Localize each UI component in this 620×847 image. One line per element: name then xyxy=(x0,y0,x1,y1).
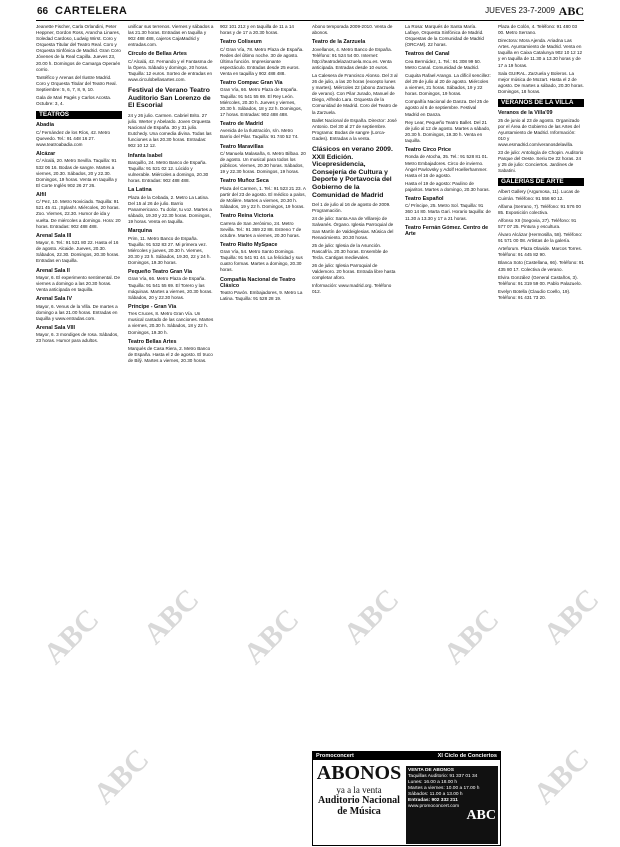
listing-column-3 xyxy=(220,24,306,844)
venue-title: Teatro Circo Price xyxy=(405,147,452,153)
listing-text: Abono temporada 2009-2010. Venta de abonos. xyxy=(312,24,393,36)
section-bar: TEATROS xyxy=(36,111,122,119)
venue-title: Alfil xyxy=(36,191,47,198)
venue-title: Arenal Sala II xyxy=(36,267,70,274)
listing-text: Cea Bermúdez, 1. Tel.: 91 308 99 50. Metro Canal. Comunidad de Madrid. xyxy=(405,58,482,70)
watermark: ABC xyxy=(437,602,506,671)
venue-title: Marquina xyxy=(128,228,152,235)
listing-text: La Rosa: Marqués de Santa María. Lafaye, Orquesta Sinfónica de Madrid. Orquestas de la Comunidad de Madrid (ORCAM). 22 horas. xyxy=(405,24,484,48)
listing-text: Alfonso XII (Segovia, 27). Teléfono: 91 577 07 25. Pintura y escultura. xyxy=(498,217,577,229)
listing-text: Mayor, 6. Tel.: 91 521 80 22. Hasta el 16 de agosto. Alcaide. Jueves, 20.30. Sábados, 22.30. Domingos, 20.30 horas. Entradas en taquilla. xyxy=(36,240,120,264)
listing-text: Jeanette Fischer, Carla Orlandini, Peter Heppner, Gordon Ross, Arancha Linares, Soledad Cardoso, Ludwig Wirst. Coro y Orquesta Titular del Teatro Real. Coro y Orquesta Sinfónica de Madrid. Gran Coro Jóvenes de la Real Capilla. Jueves 23, 20.00 h. Domingos de Camarga Operaén corrio. xyxy=(36,24,121,72)
venue-title: Abadía xyxy=(36,122,54,129)
ad-sales-web: www.promoconcert.com xyxy=(408,804,460,809)
venue-title: Arenal Sala IV xyxy=(36,296,72,303)
listing-text: Mayor, 6. El experimento sentimental. De viernes a domingo a las 20.30 horas. Venta anticipada en taquilla. xyxy=(36,274,121,293)
listing-text: 23 de julio: Antología de Chopin. Auditorio Parque del Oeste. Seriu De 22 horas. 24 y 25 de julio: Conciertos. Jardines de Sabatini. xyxy=(498,150,584,174)
listing-text: Gran Vía, 66. Metro Plaza de España. Taquilla: 91 541 55 69. El Torero y las máquinas. Martes a viernes, 20.30 horas. Sábados, 20 y 22.30 horas. xyxy=(128,276,213,300)
feature-title: Festival de Verano Teatro Auditorio San Lorenzo de El Escorial xyxy=(128,87,211,110)
listing-text: C/ Príncipe, 25. Metro Sol. Taquilla: 91 360 14 80. Marta Gari. Horario taquilla: de 11.30 a 13.30 y 17 a 21 horas. xyxy=(405,203,491,221)
listing-text: Plaza de la Cebada, 2. Metro La Latina. Del 15 al 26 de julio. Barrio Panamericano. Tu dolor, tu voz. Martes a sábado, 19.30 y 22.30 horas. Domingos, 19 horas. Venta en taquilla. xyxy=(128,194,212,225)
listing-text: La Calesera de Francisco Alonso. Del 3 al 26 de julio, a las 20 horas (excepto lunes y martes). Miércoles 22 (abono Zarzuela de verano). Con Pilar Jurado, Manuel de Diego, Alfredo Lara. Orquesta de la Comunidad de Madrid. Coro del Teatro de la Zarzuela. xyxy=(312,72,398,115)
listing-text: Tres Cruces, 8. Metro Gran Vía. Un musical cantado de las canciones. Martes a viernes, 20.30 h. Sábados, 18 y 22 h. Domingos, 19.30 h. xyxy=(128,311,214,335)
venue-title: Teatros del Canal xyxy=(405,51,450,58)
listing-text: Blanca Soto (Castellana, 66). Teléfono: 91 435 80 17. Colectiva de verano. xyxy=(498,260,584,272)
page-header xyxy=(0,0,620,22)
listing-text: Información: www.madrid.org. Teléfono 012. xyxy=(312,283,392,295)
listing-text: Compañía Nacional de Danza. Del 25 de agosto al 6 de septiembre. Festival Madrid en Danza. xyxy=(405,99,489,117)
listing-column-5 xyxy=(405,24,491,746)
listing-text: Evelyn Botella (Claudio Coello, 19). Teléfono: 91 431 73 20. xyxy=(498,288,571,300)
venue-title: Círculo de Bellas Artes xyxy=(128,51,187,58)
listing-text: 902 101 212 y en taquilla de 11 a 14 horas y de 17 a 20.30 horas. xyxy=(220,24,294,36)
listing-text: Teatro Pavón. Embajadores, 9. Metro La Latina. Taquilla: 91 528 28 19. xyxy=(220,290,303,302)
header-rule xyxy=(36,20,584,21)
venue-title: Compañía Nacional de Teatro Clásico xyxy=(220,276,296,289)
listing-column-2 xyxy=(128,24,214,844)
feature-title: Clásicos en verano 2009. XXII Edición. Vicepresidencia, Consejería de Cultura y Deporte y Portavocía del Gobierno de la Comunidad de Madrid xyxy=(312,146,393,199)
listing-column-4 xyxy=(312,24,398,746)
listing-text: 25 de junio al 23 de agosto. Organizado por el Área de Gobierno de las Artes del Ayuntamiento de Madrid. Información: 010 y www.esmadrid.com/veranosdelavilla. xyxy=(498,117,580,147)
listing-text: Prim, 11. Metro Banco de España. Taquilla: 91 532 83 27. Mi primera vez. Miércoles y jueves, 20.30 h. Viernes, 20.30 y 23 h. Sábados, 19.30, 22 y 24 h. Domingos, 19.30 horas. xyxy=(128,235,211,265)
ad-subtitle: ya a la venta xyxy=(336,785,382,795)
watermark: ABC xyxy=(37,602,106,671)
venue-title: Veranos de la Villa'09 xyxy=(498,110,553,117)
venue-title: Alcázar xyxy=(36,151,56,157)
listing-text: C/ Pez, 10. Metro Noviciado. Taquilla: 91 521 45 41. ¡Splash!. Miércoles, 20 horas. Zoo. Viernes, 22.30. Humor de ida y vuelta. De miércoles a domingo. Hora: 20 horas. Entradas: 902 488 488. xyxy=(36,199,121,229)
venue-title: Arenal Sala III xyxy=(36,232,72,239)
venue-title: Pequeño Teatro Gran Vía xyxy=(128,269,193,276)
listing-column-6 xyxy=(498,24,584,844)
listing-text: Albert Gallery (Argumosa, 11). Lucas de Cuirrán. Teléfono: 91 556 60 12. xyxy=(498,189,580,201)
ad-venue: Auditorio Nacional de Música xyxy=(318,795,400,817)
listing-text: Tantéfico y Arenas del Ilustre Madrid. Coro y Orquesta Titular del Teatro Real. Septiembre: 5, 6, 7, 8, 9, 10. xyxy=(36,74,117,92)
listing-text: Arteforum. Plaza Olavide. Marcos Torres. Teléfono: 91 445 82 90. xyxy=(498,246,582,258)
section-bar: VERANOS DE LA VILLA xyxy=(498,99,584,107)
promoconcert-ad xyxy=(312,751,501,846)
issue-date: JUEVES 23-7-2009 xyxy=(485,6,555,15)
ad-sales-line: Taquillas Auditorio: 91 337 01 34 xyxy=(408,774,478,779)
venue-title: Teatro Compac Gran Vía xyxy=(220,80,283,87)
listing-text: Álvaro Alcázar (Hermosilla, 58). Teléfono: 91 571 00 08. Artistas de la galería. xyxy=(498,232,583,244)
watermark: ABC xyxy=(337,582,406,651)
ad-sales-line: Martes a viernes: 10.00 a 17.00 h xyxy=(408,786,480,791)
listing-text: Gran Vía, 66. Metro Plaza de España. Taquilla: 91 541 55 69. El Rey León. Miércoles, 20.30 h. Jueves y viernes, 20.30 h. Sábados, 18 y 22 h. Domingos, 17 horas. Entradas: 902 488 488. xyxy=(220,87,302,117)
watermark: ABC xyxy=(87,742,156,811)
listing-text: Gran Vía, 54. Metro Santo Domingo. Taquilla: 91 541 91 44. La felicidad y sus cuatro formas. Martes a domingo, 20.30 horas. xyxy=(220,249,303,273)
listing-text: Rey Lear, Pequeño Teatro Ballet. Del 21 de julio al 12 de agosto. Martes a sábado, 20.30 h. Domingos, 19.30 h. Venta en taquilla. xyxy=(405,119,491,143)
venue-title: Teatro Reina Victoria xyxy=(220,213,274,220)
watermark: ABC xyxy=(537,582,606,651)
listing-text: C/ Manuela Malasaña, 6. Metro Bilbao. 20 de agosto. Un musical para todos los públicos. Viernes, 20.30 horas. Sábados, 19 y 22.30 horas. Domingos, 19 horas. xyxy=(220,150,306,175)
listing-text: Hasta el 19 de agosto: Paulino de pajaritos. Martes a domingo, 20.30 horas. xyxy=(405,180,490,192)
ad-sales-line: Sábados: 11.00 a 13.00 h xyxy=(408,792,463,797)
listing-text: Avenida de la Ilustración, s/n. Metro Barrio del Pilar. Taquilla: 91 740 52 74. xyxy=(220,128,299,140)
section-bar: GALERÍAS DE ARTE xyxy=(498,178,584,186)
venue-title: Teatro Rialto MySpace xyxy=(220,241,278,248)
listing-text: Carrera de San Jerónimo, 24. Metro Sevilla. Tel.: 91 369 22 88. Estreno 7 de octubre. Martes a viernes, 20.30 horas. xyxy=(220,220,302,238)
listing-text: Del 1 de julio al 16 de agosto de 2009. Programación. xyxy=(312,202,391,214)
listing-text: 25 de julio: Iglesia de la Asunción. Rascafría. 20.30 horas. Ensemble de Tecla. Cantigas medievales. xyxy=(312,242,388,260)
listing-text: 26 de julio: Iglesia Parroquial de Valdemoro. 20 horas. Entrada libre hasta completar aforo. xyxy=(312,263,396,281)
ad-sales-line: Lunes: 16.00 a 18.00 h xyxy=(408,780,458,785)
venue-title: Teatro Muñoz Seca xyxy=(220,178,269,185)
listing-text: Ballet Nacional de España. Director: José Antonio. Del 30 al 27 de septiembre. Programa: Bodas de sangre (Lorca-Gades). Entradas a la venta. xyxy=(312,117,397,141)
venue-title: Teatro Coliseum xyxy=(220,39,262,46)
ad-sales-title: VENTA DE ABONOS xyxy=(408,768,454,773)
listing-text: C/ Alcalá, 42. Fernando y el Fantasma de la Ópera. Sábado y domingo, 20 horas. Taquilla: 12 euros. Sorteo de entradas en www.circulobellasartes.com. xyxy=(128,58,213,83)
listing-text: unificar sus terrenos. Viernes y sábados a las 21.30 horas. Entradas en taquilla y 902 488 488, cajeros CajaMadrid y entradas.com. xyxy=(128,24,214,48)
venue-title: La Latina xyxy=(128,187,152,194)
listing-text: Marqués de Casa Riera, 2. Metro Banco de España. Hasta el 2 de agosto. El truco de Bilý. Martes a viernes, 20.30 horas. xyxy=(128,346,213,364)
listing-text: Directora: Mora Ajenda. Ariadna Las Artes. Ayuntamiento de Madrid. Venta en taquilla en Caixa Catalunya 902 10 12 12 y en taquilla de 11.30 a 13.30 horas y de 17 a 19 horas. xyxy=(498,38,583,68)
ad-sponsor-logo: ABC xyxy=(466,808,496,823)
listing-column-1 xyxy=(36,24,122,844)
watermark: ABC xyxy=(137,582,206,651)
listing-text: Gala de Mari Pagés y Carlos Acosta. Octubre: 3, 4. xyxy=(36,95,112,107)
ad-header xyxy=(313,752,500,760)
venue-title: Teatro Bellas Artes xyxy=(128,338,177,345)
listing-text: Elvira González (General Castaños, 3). Teléfono: 91 319 59 00. Pablo Palazuelo. xyxy=(498,274,582,286)
venue-title: Teatro Español xyxy=(405,195,444,202)
venue-title: Arenal Sala VIII xyxy=(36,324,75,331)
listing-text: Mayor, 6. 3 mondiges de rosa. Sábados, 23 horas. Humor para adultos. xyxy=(36,332,119,344)
listing-text: Plaza de Colón, 4. Teléfono: 91 480 03 00. Metro Serrano. xyxy=(498,24,578,36)
page-number: 66 xyxy=(37,6,49,17)
venue-title: Príncipe - Gran Vía xyxy=(128,303,177,310)
ad-headline: ABONOS xyxy=(316,762,402,784)
watermark: ABC xyxy=(237,602,306,671)
venue-title: Teatro Maravillas xyxy=(220,143,264,150)
listing-text: C/ Fernández de los Ríos, 42. Metro Quevedo. Tel.: 91 448 16 27. www.teatroabadia.com xyxy=(36,129,111,147)
listing-text: Alfama (Serrano, 7). Teléfono: 91 576 00 85. Exposición colectiva. xyxy=(498,203,581,215)
listing-text: Cuquita Rafael Arango. La difícil sencillez: del 29 de julio al 20 de agosto. Miércoles a viernes, 21 horas. Sábados, 19 y 22 horas. Domingos, 19 horas. xyxy=(405,72,491,97)
listing-text: Sala GUIRAL. Zarzuela y Boleros. La mejor música de Mozart. Hasta el 2 de agosto. De martes a sábado, 20.30 horas. Domingos, 18 horas. xyxy=(498,70,584,94)
listing-text: C/ Gran Vía, 78. Metro Plaza de España. Redes del último noche. 30 de agosto. Última función. Impresionante espectáculo. Entradas desde 25 euros. Venta en taquilla y 902 488 488. xyxy=(220,46,304,76)
section-title: CARTELERA xyxy=(55,5,128,17)
listing-text: Mayor, 6. Venus de la Villa. De martes a domingo a las 21.00 horas. Entradas en taquilla y www.entradas.com. xyxy=(36,303,118,321)
venue-title: Teatro de la Zarzuela xyxy=(312,39,366,46)
listing-text: C/ Alcalá, 20. Metro Sevilla. Taquilla: 91 532 06 16. Bodas de sangre. Martes a viernes, 20.30. Sábados, 20 y 22.30. Domingos, 19 horas. Venta en taquilla y El Corte Inglés 902 26 27 26. xyxy=(36,158,118,188)
venue-title: Teatro Fernán Gómez. Centro de Arte xyxy=(405,224,489,238)
venue-title: Teatro de Madrid xyxy=(220,120,264,127)
venue-title: Infanta Isabel xyxy=(128,152,163,159)
ad-brand: Promoconcert xyxy=(316,753,354,759)
watermark: ABC xyxy=(527,742,596,811)
abc-logo: ABC xyxy=(558,4,584,18)
listing-text: Ronda de Atocha, 35. Tel.: 91 528 81 01. Metro Embajadores. Circo de invierno. Ángel Pavlovsky y Adolf Hoellerhammer. Hasta el 16 de agosto. xyxy=(405,154,489,178)
ad-sales-phone: Entradas: 902 332 211 xyxy=(408,798,458,803)
listing-text: 24 y 26 julio. Carmen. Cabriel Brito. 27 julio. Werter y Abelardo. Joven Orquesta Nacional de España. 30 y 31 julio. Eutchedy. Una comedia divina. Todas las funciones a las 20.30 horas. Entradas: 902 10 12 12. xyxy=(128,112,212,149)
listing-text: Jovellanos, 4. Metro Banco de España. Teléfono: 91 524 54 00. Internet: http://teatrodelazarzuela.mcu.es. Venta anticipada. Entradas desde 10 euros. xyxy=(312,46,392,70)
listing-text: Plaza del Carmen, 1. Tel.: 91 523 21 23. A partir del 23 de agosto. El médico a palos, de Molière. Martes a viernes, 20.30 h. Sábados, 19 y 22 h. Domingos, 19 horas. xyxy=(220,185,306,209)
ad-cycle: XI Ciclo de Conciertos xyxy=(437,753,497,759)
listing-text: 24 de julio: Santa Ana de Villarejo de Salvanés. Órgano. Iglesia Parroquial de San Martín de Valdeiglesias. Música del Renacimiento. 20.30 horas. xyxy=(312,216,394,240)
ad-sales-box xyxy=(406,766,498,844)
listing-text: Barquillo, 24. Metro Banco de España. Taquilla: 91 521 02 12. Lúcido y vulnerable. Miércoles a domingo, 20.30 horas. Entradas: 902 488 488. xyxy=(128,159,209,184)
